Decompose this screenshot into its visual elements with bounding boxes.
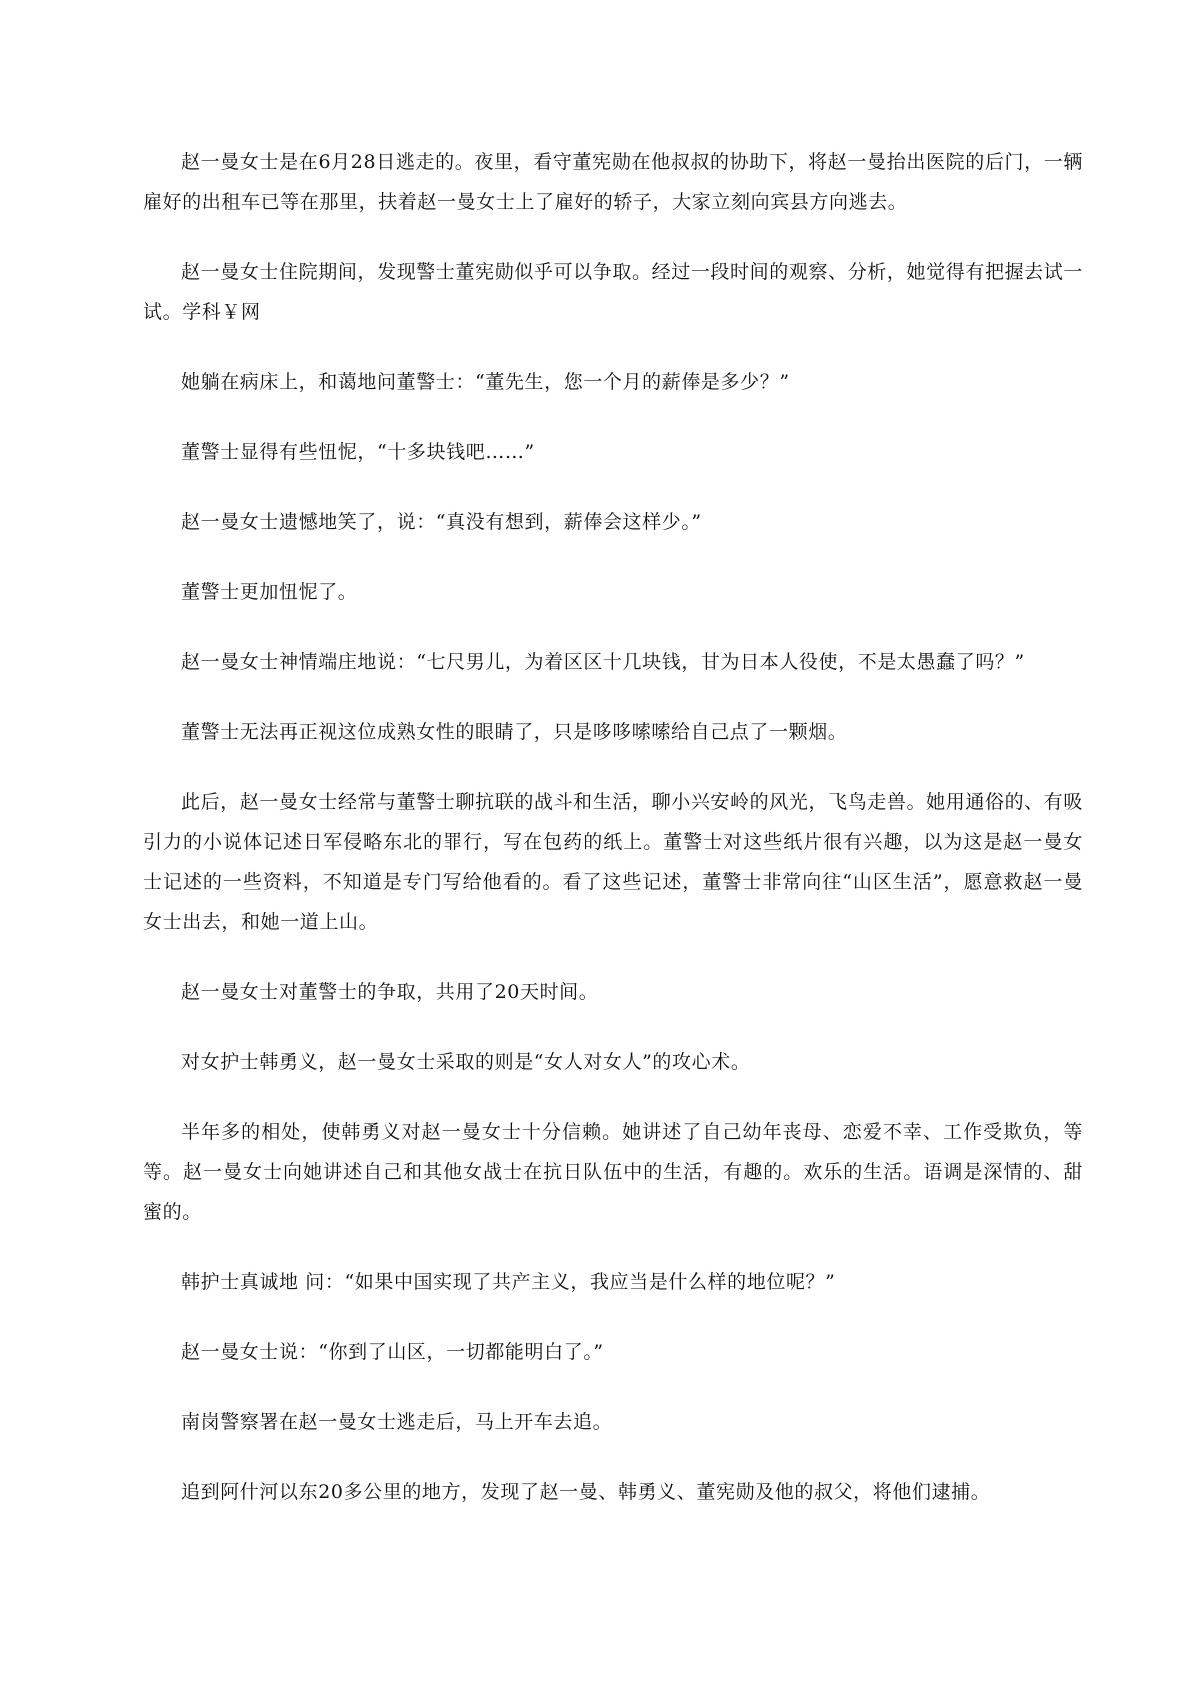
paragraph-winning-guard: 赵一曼女士住院期间，发现警士董宪勋似乎可以争取。经过一段时间的观察、分析，她觉得有把握去试一试。学科￥网	[143, 261, 1083, 323]
paragraph-stories: 此后，赵一曼女士经常与董警士聊抗联的战斗和生活，聊小兴安岭的风光，飞鸟走兽。她用通俗的、有吸引力的小说体记述日军侵略东北的罪行，写在包药的纸上。董警士对这些纸片很有兴趣，以为这是赵一曼女士记述的一些资料，不知道是专门写给他看的。看了这些记述，董警士非常向往“山区生活”，愿意救赵一曼女士出去，和她一道上山。	[143, 791, 1083, 933]
paragraph-regret: 赵一曼女士遗憾地笑了，说：“真没有想到，薪俸会这样少。”	[181, 511, 702, 533]
paragraph-salary-question: 她躺在病床上，和蔼地问董警士：“董先生，您一个月的薪俸是多少？”	[181, 371, 790, 393]
paragraph-arrest: 追到阿什河以东20多公里的地方，发现了赵一曼、韩勇义、董宪勋及他的叔父，将他们逮捕。	[181, 1481, 991, 1503]
paragraph-nurse-question: 韩护士真诚地 问：“如果中国实现了共产主义，我应当是什么样的地位呢？”	[181, 1271, 836, 1293]
paragraph-nurse-trust: 半年多的相处，使韩勇义对赵一曼女士十分信赖。她讲述了自己幼年丧母、恋爱不幸、工作受欺负，等等。赵一曼女士向她讲述自己和其他女战士在抗日队伍中的生活，有趣的。欢乐的生活。语调是深情的、甜蜜的。	[143, 1121, 1083, 1223]
paragraph-seven-foot-man: 赵一曼女士神情端庄地说：“七尺男儿，为着区区十几块钱，甘为日本人役使，不是太愚蠢了吗？”	[181, 651, 1025, 673]
paragraph-guard-embarrassed: 董警士更加忸怩了。	[181, 581, 358, 603]
document-body	[143, 142, 1083, 1542]
paragraph-escape-date: 赵一曼女士是在6月28日逃走的。夜里，看守董宪勋在他叔叔的协助下，将赵一曼抬出医院的后门，一辆雇好的出租车已等在那里，扶着赵一曼女士上了雇好的轿子，大家立刻向宾县方向逃去。	[143, 151, 1083, 213]
paragraph-answer: 赵一曼女士说：“你到了山区，一切都能明白了。”	[181, 1341, 604, 1363]
paragraph-guard-reply: 董警士显得有些忸怩，“十多块钱吧……”	[181, 441, 535, 463]
paragraph-twenty-days: 赵一曼女士对董警士的争取，共用了20天时间。	[181, 981, 599, 1003]
paragraph-nurse-strategy: 对女护士韩勇义，赵一曼女士采取的则是“女人对女人”的攻心术。	[181, 1051, 751, 1073]
paragraph-pursuit: 南岗警察署在赵一曼女士逃走后，马上开车去追。	[181, 1411, 613, 1433]
paragraph-cigarette: 董警士无法再正视这位成熟女性的眼睛了，只是哆哆嗦嗦给自己点了一颗烟。	[181, 721, 848, 743]
